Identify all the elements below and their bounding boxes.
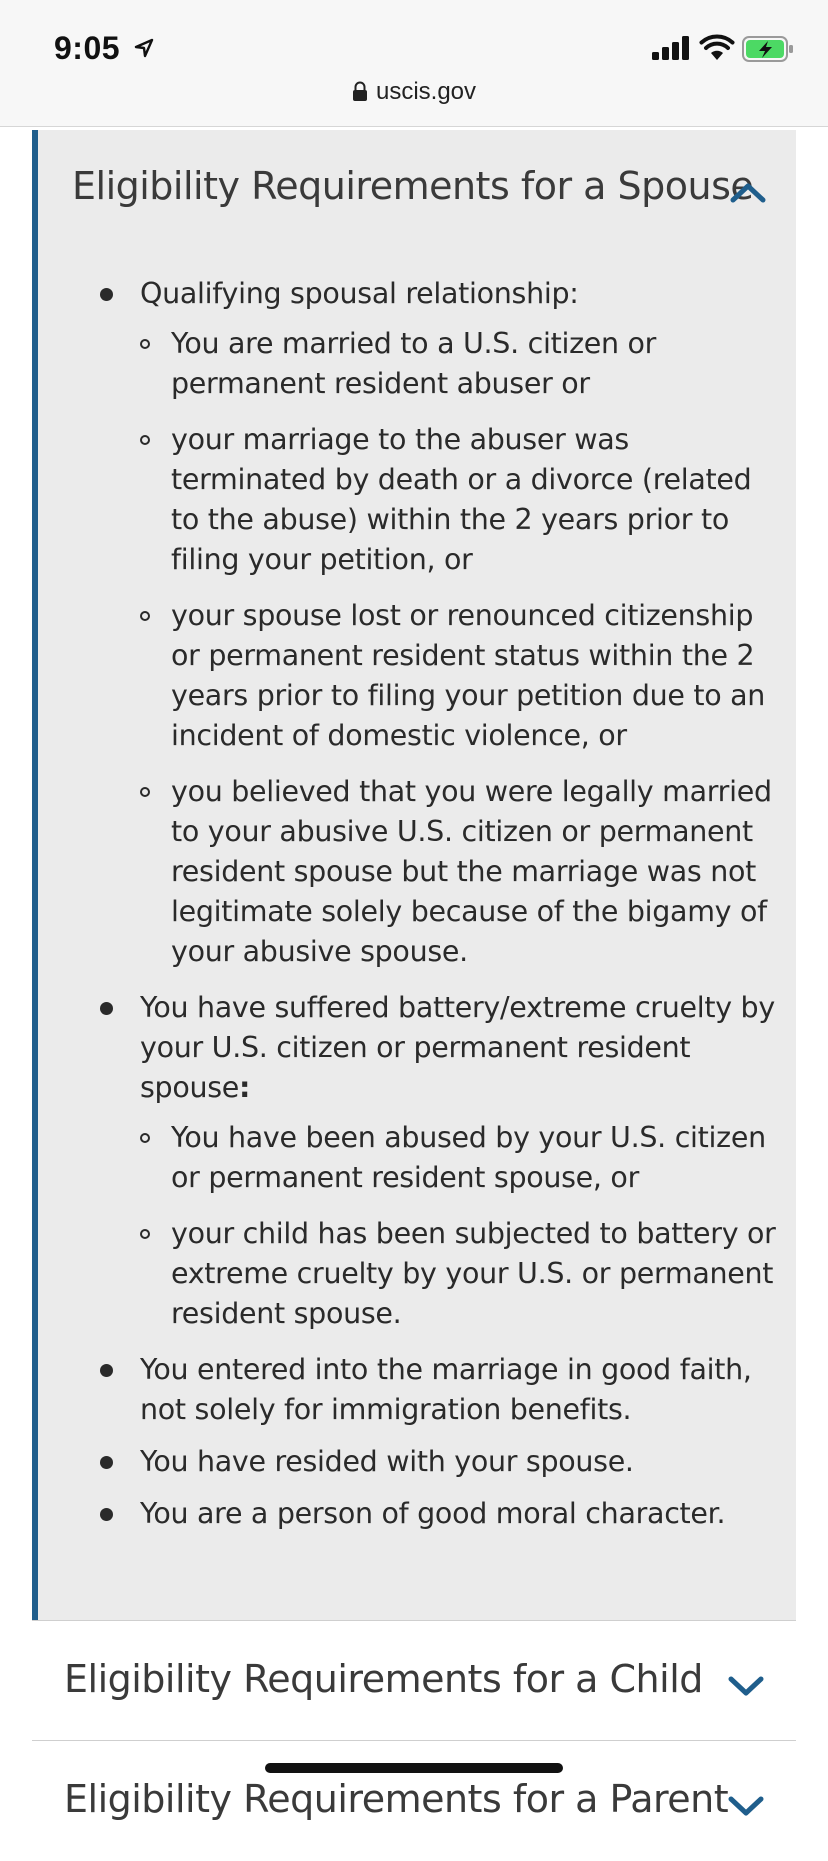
- sub-bullet: [140, 787, 150, 797]
- location-arrow-icon: [134, 38, 154, 58]
- sub-item-text: you believed that you were legally married to your abusive U.S. citizen or permanent resident spouse but the marriage was not legitimate solely because of the bigamy of your abusive spouse.: [171, 775, 772, 968]
- cellular-signal-icon: [652, 36, 692, 60]
- sub-list-item: [140, 1214, 786, 1334]
- sub-item-text: your child has been subjected to battery or extreme cruelty by your U.S. or permanent resident spouse.: [171, 1217, 776, 1330]
- requirements-list: [96, 274, 786, 1546]
- bullet: [100, 1508, 113, 1521]
- list-item: [96, 1350, 786, 1430]
- bullet: [100, 288, 113, 301]
- accordion-parent[interactable]: [32, 1740, 796, 1861]
- list-item: [96, 1494, 786, 1534]
- list-item-text: You have resided with your spouse.: [140, 1445, 634, 1478]
- status-bar: [0, 0, 828, 127]
- accordion-parent-title[interactable]: Eligibility Requirements for a Parent: [64, 1777, 729, 1821]
- sub-bullet: [140, 435, 150, 445]
- url-text: uscis.gov: [375, 78, 477, 105]
- lock-icon: [352, 81, 368, 101]
- list-item-text: You entered into the marriage in good faith, not solely for immigration benefits.: [140, 1353, 752, 1426]
- accordion-spouse-title[interactable]: Eligibility Requirements for a Spouse: [72, 164, 754, 208]
- sub-list-item: [140, 596, 786, 756]
- sub-list-item: [140, 420, 786, 580]
- chevron-down-icon[interactable]: [726, 1673, 766, 1701]
- sub-bullet: [140, 1133, 150, 1143]
- clock-time: 9:05: [54, 30, 121, 66]
- sub-bullet: [140, 611, 150, 621]
- bullet: [100, 1456, 113, 1469]
- bullet: [100, 1002, 113, 1015]
- sub-list-item: [140, 1118, 786, 1198]
- sub-list: [140, 324, 786, 972]
- sub-list-item: [140, 324, 786, 404]
- chevron-up-icon[interactable]: [728, 178, 768, 206]
- sub-list-item: [140, 772, 786, 972]
- sub-bullet: [140, 339, 150, 349]
- list-item-text: Qualifying spousal relationship:: [140, 277, 579, 310]
- sub-item-text: your spouse lost or renounced citizenship or permanent resident status within the 2 years prior to filing your petition due to an incident of domestic violence, or: [171, 599, 766, 752]
- bullet: [100, 1364, 113, 1377]
- sub-item-text: You are married to a U.S. citizen or permanent resident abuser or: [171, 327, 657, 400]
- list-item-text: You are a person of good moral character.: [140, 1497, 726, 1530]
- sub-list: [140, 1118, 786, 1334]
- list-item-colon: :: [239, 1071, 251, 1104]
- list-item: [96, 1442, 786, 1482]
- list-item-text: You have suffered battery/extreme cruelty by your U.S. citizen or permanent resident spouse: [140, 991, 775, 1104]
- sub-item-text: You have been abused by your U.S. citizen or permanent resident spouse, or: [171, 1121, 766, 1194]
- list-item: [96, 274, 786, 972]
- battery-charging-icon: [742, 36, 794, 62]
- address-bar[interactable]: [0, 78, 828, 106]
- home-indicator[interactable]: [265, 1763, 563, 1773]
- sub-bullet: [140, 1229, 150, 1239]
- sub-item-text: your marriage to the abuser was terminated by death or a divorce (related to the abuse) within the 2 years prior to filing your petition, or: [171, 423, 752, 576]
- accordion-spouse: [32, 130, 796, 1620]
- accordion-child-title[interactable]: Eligibility Requirements for a Child: [64, 1657, 703, 1701]
- list-item: [96, 988, 786, 1334]
- wifi-icon: [700, 34, 734, 62]
- accordion-child[interactable]: [32, 1620, 796, 1741]
- chevron-down-icon[interactable]: [726, 1793, 766, 1821]
